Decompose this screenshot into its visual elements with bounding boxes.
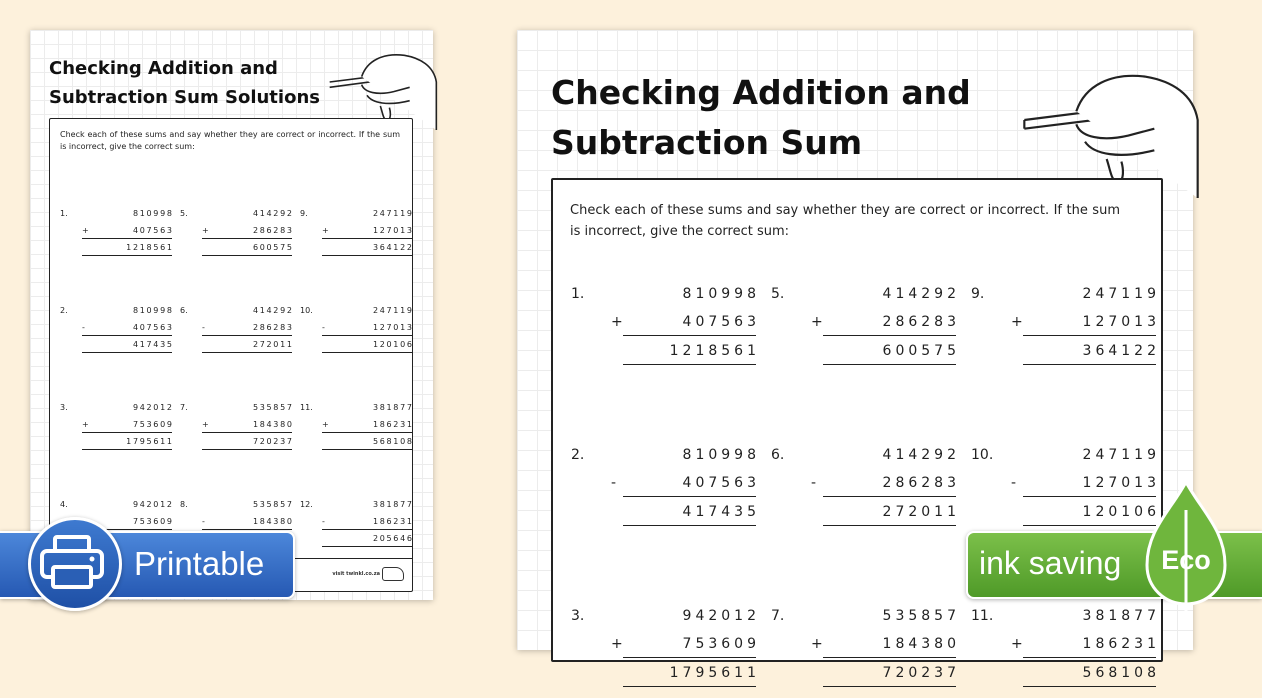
- second-number: 286283: [882, 314, 960, 330]
- answer-underline: [1023, 686, 1156, 687]
- second-number: 127013: [372, 323, 414, 332]
- sum-line: [823, 657, 956, 658]
- problem-2: [571, 447, 760, 537]
- problem-number: 1.: [60, 209, 68, 218]
- printer-icon: [28, 517, 116, 605]
- answer: 1795611: [669, 665, 760, 681]
- problem-number: 5.: [771, 286, 785, 302]
- answer-underline: [623, 364, 756, 365]
- problem-10: [971, 447, 1160, 537]
- problem-number: 9.: [971, 286, 985, 302]
- instructions: Check each of these sums and say whether they are correct or incorrect. If the sum is incorrect, give the correct sum:: [570, 203, 1120, 239]
- operator: +: [82, 420, 89, 429]
- answer: 272011: [252, 340, 294, 349]
- answer-underline: [623, 525, 756, 526]
- sum-line: [202, 238, 292, 239]
- sum-line: [823, 496, 956, 497]
- problem-10: [300, 306, 412, 362]
- answer: 364122: [372, 243, 414, 252]
- problem-6: [771, 447, 960, 537]
- answer: 417435: [682, 504, 760, 520]
- problem-3: [571, 608, 760, 698]
- second-number: 407563: [132, 226, 174, 235]
- sum-line: [623, 657, 756, 658]
- answer: 720237: [882, 665, 960, 681]
- answer: 1795611: [126, 437, 174, 446]
- footer-site: visit twinkl.co.za: [332, 571, 380, 577]
- sum-line: [1023, 496, 1156, 497]
- title-line-2: Subtraction Sum: [551, 123, 863, 162]
- first-number: 942012: [132, 500, 174, 509]
- problem-number: 3.: [60, 403, 68, 412]
- problem-9: [971, 286, 1160, 376]
- problem-5: [180, 209, 292, 265]
- first-number: 381877: [1082, 608, 1160, 624]
- operator: +: [1011, 314, 1023, 330]
- problem-number: 2.: [571, 447, 585, 463]
- problem-number: 7.: [771, 608, 785, 624]
- problem-number: 7.: [180, 403, 188, 412]
- second-number: 127013: [1082, 314, 1160, 330]
- operator: +: [202, 420, 209, 429]
- problem-number: 10.: [300, 306, 313, 315]
- operator: +: [322, 226, 329, 235]
- ink-saving-label: ink saving: [979, 545, 1122, 581]
- sum-line: [202, 529, 292, 530]
- problem-6: [180, 306, 292, 362]
- title-line-1: Checking Addition and: [49, 58, 278, 79]
- operator: -: [611, 475, 617, 491]
- first-number: 535857: [882, 608, 960, 624]
- second-number: 753609: [132, 420, 174, 429]
- problem-12: [300, 500, 412, 556]
- first-number: 247119: [1082, 286, 1160, 302]
- second-number: 753609: [682, 636, 760, 652]
- second-number: 286283: [252, 226, 294, 235]
- sum-line: [1023, 657, 1156, 658]
- first-number: 535857: [252, 500, 294, 509]
- answer-underline: [1023, 525, 1156, 526]
- title-line-2: Subtraction Sum Solutions: [49, 87, 320, 108]
- answer: 120106: [372, 340, 414, 349]
- problem-7: [771, 608, 960, 698]
- answer: 720237: [252, 437, 294, 446]
- sum-line: [322, 238, 412, 239]
- answer-underline: [823, 364, 956, 365]
- sum-line: [1023, 335, 1156, 336]
- answer: 1218561: [126, 243, 174, 252]
- first-number: 535857: [252, 403, 294, 412]
- twinkl-logo: [382, 567, 404, 581]
- answer-underline: [202, 449, 292, 450]
- operator: +: [1011, 636, 1023, 652]
- problem-number: 10.: [971, 447, 994, 463]
- problem-number: 9.: [300, 209, 308, 218]
- problem-number: 6.: [180, 306, 188, 315]
- sum-line: [322, 529, 412, 530]
- sum-line: [623, 335, 756, 336]
- operator: -: [322, 517, 325, 526]
- second-number: 407563: [682, 314, 760, 330]
- sum-line: [322, 432, 412, 433]
- problem-number: 3.: [571, 608, 585, 624]
- sum-line: [823, 335, 956, 336]
- second-number: 286283: [252, 323, 294, 332]
- sum-line: [623, 496, 756, 497]
- answer: 417435: [132, 340, 174, 349]
- second-number: 127013: [1082, 475, 1160, 491]
- answer-underline: [623, 686, 756, 687]
- second-number: 186231: [372, 517, 414, 526]
- first-number: 810998: [132, 306, 174, 315]
- first-number: 381877: [372, 403, 414, 412]
- first-number: 942012: [132, 403, 174, 412]
- answer-underline: [82, 352, 172, 353]
- worksheet-thumbnail: [30, 30, 433, 600]
- printable-label: Printable: [134, 545, 265, 582]
- answer-underline: [82, 449, 172, 450]
- answer-underline: [322, 546, 412, 547]
- operator: +: [611, 314, 623, 330]
- problem-number: 5.: [180, 209, 188, 218]
- first-number: 810998: [132, 209, 174, 218]
- printer-icon-circle: [28, 517, 122, 611]
- answer-underline: [202, 352, 292, 353]
- problem-number: 2.: [60, 306, 68, 315]
- operator: -: [1011, 475, 1017, 491]
- problem-number: 12.: [300, 500, 313, 509]
- first-number: 414292: [882, 447, 960, 463]
- answer: 568108: [372, 437, 414, 446]
- operator: +: [811, 314, 823, 330]
- first-number: 942012: [682, 608, 760, 624]
- answer-underline: [322, 352, 412, 353]
- first-number: 810998: [682, 286, 760, 302]
- problem-number: 8.: [180, 500, 188, 509]
- operator: -: [202, 323, 205, 332]
- operator: +: [202, 226, 209, 235]
- operator: -: [322, 323, 325, 332]
- answer: 568108: [1082, 665, 1160, 681]
- operator: +: [322, 420, 329, 429]
- problem-9: [300, 209, 412, 265]
- operator: +: [611, 636, 623, 652]
- answer-underline: [1023, 364, 1156, 365]
- answer-underline: [823, 525, 956, 526]
- operator: +: [811, 636, 823, 652]
- second-number: 407563: [682, 475, 760, 491]
- answer-underline: [202, 255, 292, 256]
- second-number: 186231: [372, 420, 414, 429]
- operator: -: [82, 323, 85, 332]
- answer: 272011: [882, 504, 960, 520]
- problem-5: [771, 286, 960, 376]
- first-number: 381877: [372, 500, 414, 509]
- answer: 205646: [372, 534, 414, 543]
- first-number: 414292: [882, 286, 960, 302]
- second-number: 127013: [372, 226, 414, 235]
- sum-line: [202, 432, 292, 433]
- problem-7: [180, 403, 292, 459]
- second-number: 753609: [132, 517, 174, 526]
- answer: 600575: [882, 343, 960, 359]
- answer: 600575: [252, 243, 294, 252]
- sum-line: [322, 335, 412, 336]
- first-number: 247119: [1082, 447, 1160, 463]
- sum-line: [82, 335, 172, 336]
- problem-11: [300, 403, 412, 459]
- problem-1: [60, 209, 172, 265]
- answer-underline: [322, 255, 412, 256]
- answer: 364122: [1082, 343, 1160, 359]
- answer: 1218561: [669, 343, 760, 359]
- second-number: 184380: [252, 420, 294, 429]
- problem-number: 6.: [771, 447, 785, 463]
- sum-line: [82, 238, 172, 239]
- first-number: 414292: [252, 306, 294, 315]
- second-number: 286283: [882, 475, 960, 491]
- second-number: 184380: [252, 517, 294, 526]
- sum-line: [202, 335, 292, 336]
- second-number: 186231: [1082, 636, 1160, 652]
- first-number: 247119: [372, 306, 414, 315]
- title-line-1: Checking Addition and: [551, 73, 971, 112]
- operator: -: [811, 475, 817, 491]
- problem-1: [571, 286, 760, 376]
- problem-2: [60, 306, 172, 362]
- worksheet-title: [49, 54, 349, 112]
- answer-underline: [322, 449, 412, 450]
- problem-number: 11.: [300, 403, 313, 412]
- first-number: 414292: [252, 209, 294, 218]
- sum-line: [82, 432, 172, 433]
- problem-3: [60, 403, 172, 459]
- first-number: 810998: [682, 447, 760, 463]
- operator: +: [82, 226, 89, 235]
- operator: -: [202, 517, 205, 526]
- second-number: 407563: [132, 323, 174, 332]
- problem-11: [971, 608, 1160, 698]
- problem-number: 1.: [571, 286, 585, 302]
- eco-label: Eco: [1161, 545, 1211, 575]
- instructions: Check each of these sums and say whether they are correct or incorrect. If the sum is incorrect, give the correct sum:: [60, 130, 400, 151]
- problem-number: 4.: [60, 500, 68, 509]
- problem-number: 11.: [971, 608, 994, 624]
- second-number: 184380: [882, 636, 960, 652]
- first-number: 247119: [372, 209, 414, 218]
- answer-underline: [82, 255, 172, 256]
- answer: 120106: [1082, 504, 1160, 520]
- answer-underline: [823, 686, 956, 687]
